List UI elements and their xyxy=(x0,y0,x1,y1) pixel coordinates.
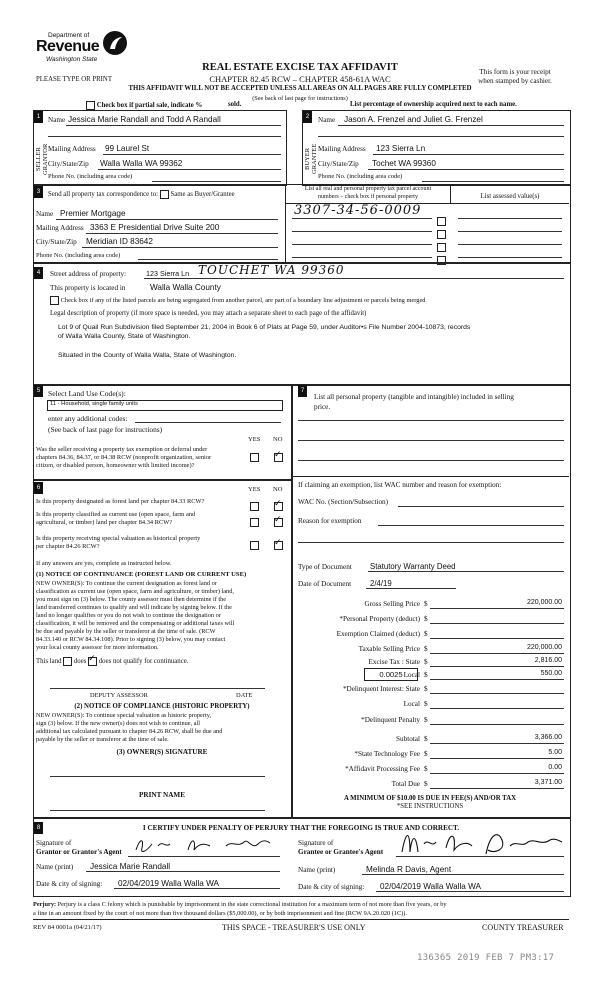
legal-description-line-2: of Walla Walla County, State of Washington. xyxy=(58,333,191,340)
segregated-label: Check box if any of the listed parcels are being segregated from another parcel, are part of a boundary line adjustment or parcels being merged xyxy=(60,296,426,304)
send-correspondence-label: Send all property tax correspondence to: xyxy=(48,191,159,199)
perjury-note xyxy=(33,901,569,909)
sec6-q1-no-checkbox[interactable] xyxy=(274,502,283,511)
doc-date-label: Date of Document xyxy=(298,580,352,588)
seller-name-field[interactable]: Jessica Marie Randall and Todd A Randall xyxy=(68,115,221,124)
sold-label: sold. xyxy=(228,101,242,108)
sec3-city-field[interactable]: Meridian ID 83642 xyxy=(86,237,153,246)
parcel-number-field[interactable]: 3307-34-56-0009 xyxy=(294,203,422,218)
logo xyxy=(36,28,131,70)
wac-label: WAC No. (Section/Subsection) xyxy=(298,498,389,506)
logo-line3: Washington State xyxy=(46,56,98,63)
affidavit-processing-fee-label: *Affidavit Processing Fee xyxy=(345,765,420,773)
perjury-title: Perjury: xyxy=(33,901,57,908)
dollar-sign: $ xyxy=(424,735,428,743)
legal-description-line-1: Lot 9 of Quail Run Subdivision filed September 21, 2004 in Book 6 of Plats at Page 59, under Auditor•s File Number 2004-10873, records xyxy=(58,324,471,331)
continuance-line-7: be due and payable by the seller or transferor at the time of sale. (RCW xyxy=(36,628,216,635)
grantor-date-field[interactable]: 02/04/2019 Walla Walla WA xyxy=(118,879,220,888)
personal-property-list-1: List all personal property (tangible and intangible) included in selling xyxy=(314,393,514,401)
grantee-name-label: Name (print) xyxy=(298,866,336,874)
sec3-name-label: Name xyxy=(36,210,54,218)
section-7-number: 7 xyxy=(298,385,307,397)
seller-phone-label: Phone No. (including area code) xyxy=(48,173,133,180)
subtotal-value[interactable]: 3,366.00 xyxy=(534,734,562,741)
grantee-date-label: Date & city of signing: xyxy=(298,883,365,891)
buyer-mail-label: Mailing Address xyxy=(318,145,366,153)
delinquent-interest-state-label: *Delinquent Interest: State xyxy=(342,685,420,693)
same-as-buyer-label: Same as Buyer/Grantee xyxy=(170,191,235,199)
does-label: does xyxy=(73,658,87,666)
continuance-line-4: land transferred continues to qualify and will indicate by signing below. If the xyxy=(36,604,232,611)
deputy-assessor-label: DEPUTY ASSESSOR xyxy=(90,692,148,699)
qualify-label: qualify for continuance. xyxy=(123,658,189,666)
state-technology-fee-value[interactable]: 5.00 xyxy=(548,749,562,756)
does-checkbox[interactable] xyxy=(63,657,72,666)
segregated-row xyxy=(50,296,426,305)
sec5-q1-line2: chapters 84.36, 84.37, or 84.38 RCW (nonprofit organization, senior xyxy=(36,454,212,461)
receipt-note-1: This form is your receipt xyxy=(479,68,551,76)
grantee-name-field[interactable]: Melinda R Davis, Agent xyxy=(366,865,452,874)
personal-property-list-2: price. xyxy=(314,403,331,411)
certify-statement: I CERTIFY UNDER PENALTY OF PERJURY THAT THE FOREGOING IS TRUE AND CORRECT. xyxy=(142,824,460,832)
seller-city-label: City/State/Zip xyxy=(48,160,89,168)
continuance-line-5: land no longer qualifies or you do not wish to continue the designation or xyxy=(36,612,221,619)
buyer-phone-label: Phone No. (including area code) xyxy=(318,173,403,180)
sec5-no-header: NO xyxy=(273,436,283,443)
parcel-header-1: List all real and personal property tax parcel account xyxy=(304,186,432,192)
sec6-q2-yes-checkbox[interactable] xyxy=(250,518,259,527)
assessed-header: List assessed value(s) xyxy=(480,193,540,200)
sec5-q1-yes-checkbox[interactable] xyxy=(250,453,259,462)
dollar-sign: $ xyxy=(424,750,428,758)
grantee-signature-label-1: Signature of xyxy=(298,839,334,847)
list-percentage-note: List percentage of ownership acquired next to each name. xyxy=(350,101,517,108)
form-warning: THIS AFFIDAVIT WILL NOT BE ACCEPTED UNLESS ALL AREAS ON ALL PAGES ARE FULLY COMPLETED xyxy=(128,85,472,92)
dollar-sign: $ xyxy=(424,765,428,773)
personal-property-label: *Personal Property (deduct) xyxy=(339,615,420,623)
sec6-no-header: NO xyxy=(273,486,283,493)
doc-date-field[interactable]: 2/4/19 xyxy=(370,579,392,588)
buyer-name-field[interactable]: Jason A. Frenzel and Juliet G. Frenzel xyxy=(344,115,483,124)
dollar-sign: $ xyxy=(424,671,428,679)
gross-selling-price-label: Gross Selling Price xyxy=(364,600,420,608)
grantor-signature-label-2: Grantor or Grantor's Agent xyxy=(36,848,122,856)
street-address-handwritten: TOUCHET WA 99360 xyxy=(198,263,345,277)
sec6-q3-no-checkbox[interactable] xyxy=(274,541,283,550)
subtotal-label: Subtotal xyxy=(396,735,420,743)
segregated-checkbox[interactable] xyxy=(50,296,59,305)
deputy-date-label: DATE xyxy=(236,692,253,699)
continuance-line-9: your local county assessor for more information. xyxy=(36,644,159,651)
partial-sale-label: Check box if partial sale, indicate % xyxy=(96,102,203,110)
grantee-signature-label-2: Grantee or Grantee's Agent xyxy=(298,848,384,856)
sec6-q1-yes-checkbox[interactable] xyxy=(250,502,259,511)
excise-tax-state-label: Excise Tax : State xyxy=(368,658,420,666)
sec6-q3-line2: per chapter 84.26 RCW? xyxy=(36,543,100,550)
sec3-mail-label: Mailing Address xyxy=(36,224,84,232)
street-address-label: Street address of property: xyxy=(50,270,127,278)
compliance-line-4: payable by the seller or transferor at the time of sale. xyxy=(36,736,169,743)
does-not-label: does not xyxy=(98,658,122,666)
grantee-date-field[interactable]: 02/04/2019 Walla Walla WA xyxy=(380,882,482,891)
taxable-selling-price-value[interactable]: 220,000.00 xyxy=(526,644,562,651)
perjury-line-1: Perjury is a class C felony which is punishable by imprisonment in the state correctional institution for a maximum term of not more than five years, or by xyxy=(57,901,447,908)
exemption-claim-label: If claiming an exemption, list WAC number and reason for exemption: xyxy=(298,481,502,489)
compliance-line-2: sign (3) below. If the new owner(s) does not wish to continue, all xyxy=(36,720,200,727)
additional-codes-label: enter any additional codes: xyxy=(48,414,128,423)
dollar-sign: $ xyxy=(424,700,428,708)
owner-signature-label: (3) OWNER(S) SIGNATURE xyxy=(116,748,208,756)
continuance-line-2: classification as current use (open space, farm and agriculture, or timber) land, xyxy=(36,588,234,595)
grantor-name-label: Name (print) xyxy=(36,863,74,871)
buyer-mail-field[interactable]: 123 Sierra Ln xyxy=(376,144,426,153)
sec6-q2-line1: Is this property classified as current use (open space, farm and xyxy=(36,511,196,518)
compliance-line-3: additional tax calculated pursuant to chapter 84.26 RCW, shall be due and xyxy=(36,728,223,735)
doc-type-field[interactable]: Statutory Warranty Deed xyxy=(370,562,456,571)
grantor-name-field[interactable]: Jessica Marie Randall xyxy=(90,862,171,871)
sec6-q2-no-checkbox[interactable] xyxy=(274,518,283,527)
select-land-use-label: Select Land Use Code(s): xyxy=(48,389,126,398)
state-technology-fee-label: *State Technology Fee xyxy=(354,750,420,758)
buyer-city-label: City/State/Zip xyxy=(318,160,359,168)
receipt-note-2: when stamped by cashier. xyxy=(478,77,552,85)
revenue-logo-icon xyxy=(102,30,128,56)
doc-type-label: Type of Document xyxy=(298,563,352,571)
dollar-sign: $ xyxy=(424,615,428,623)
continuance-title: (1) NOTICE OF CONTINUANCE (FOREST LAND OR CURRENT USE) xyxy=(36,571,247,578)
section-6-number: 6 xyxy=(34,482,43,494)
section-3-number: 3 xyxy=(34,186,43,198)
perjury-line-2: a fine in an amount fixed by the court of not more than five thousand dollars ($5,000.00), or by both imprisonment and fine (RCW 9A.20.020 (1C)). xyxy=(33,910,407,917)
grantor-signature xyxy=(130,834,280,856)
please-type: PLEASE TYPE OR PRINT xyxy=(36,76,112,83)
sec6-yes-header: YES xyxy=(248,486,261,493)
sec5-yes-header: YES xyxy=(248,436,261,443)
this-land-label: This land xyxy=(36,658,62,666)
treasurer-space-label: THIS SPACE - TREASURER'S USE ONLY xyxy=(222,923,366,932)
sec5-q1-line1: Was the seller receiving a property tax exemption or deferral under xyxy=(36,446,208,453)
section-5-number: 5 xyxy=(34,385,43,397)
dollar-sign: $ xyxy=(424,685,428,693)
grantor-date-label: Date & city of signing: xyxy=(36,880,103,888)
see-instructions-note: *SEE INSTRUCTIONS xyxy=(396,803,464,810)
sec6-q2-line2: agricultural, or timber) land per chapter 84.34 RCW? xyxy=(36,519,173,526)
land-use-value: 11 - Household, single family units xyxy=(50,401,138,407)
see-back-note: (See back of last page for instructions) xyxy=(252,95,348,102)
compliance-title: (2) NOTICE OF COMPLIANCE (HISTORIC PROPERTY) xyxy=(74,703,250,710)
send-correspondence-row xyxy=(48,190,235,199)
grantee-signature xyxy=(398,828,566,858)
partial-sale-row xyxy=(86,101,202,110)
continuance-choice-row xyxy=(36,657,188,666)
compliance-line-1: NEW OWNER(S): To continue special valuation as historic property, xyxy=(36,712,212,719)
sec6-q1: Is this property designated as forest land per chapter 84.33 RCW? xyxy=(36,498,205,505)
partial-sale-checkbox[interactable] xyxy=(86,101,95,110)
sec6-q3-yes-checkbox[interactable] xyxy=(250,541,259,550)
minimum-due-note: A MINIMUM OF $10.00 IS DUE IN FEE(S) AND/OR TAX xyxy=(343,795,517,802)
taxable-selling-price-label: Taxable Selling Price xyxy=(358,645,420,653)
legal-description-label: Legal description of property (if more space is needed, you may attach a separate sheet to each page of the affidavit) xyxy=(50,310,367,317)
buyer-city-field[interactable]: Tochet WA 99360 xyxy=(372,159,436,168)
seller-city-field[interactable]: Walla Walla WA 99362 xyxy=(100,159,183,168)
county-field[interactable]: Walla Walla County xyxy=(150,283,221,292)
total-due-label: Total Due xyxy=(391,780,420,788)
treasurer-stamp: 136365 2019 FEB 7 PM3:17 xyxy=(417,953,555,963)
form-subtitle: CHAPTER 82.45 RCW – CHAPTER 458-61A WAC xyxy=(209,74,391,84)
section-8-number: 8 xyxy=(34,822,43,834)
gross-selling-price-value[interactable]: 220,000.00 xyxy=(526,599,562,606)
continuance-line-3: you must sign on (3) below. The county assessor must then determine if the xyxy=(36,596,227,603)
sec6-q3-line1: Is this property receiving special valuation as historical property xyxy=(36,535,201,542)
dollar-sign: $ xyxy=(424,630,428,638)
section-2-number: 2 xyxy=(303,111,312,123)
revision-number: REV 84 0001a (04/21/17) xyxy=(33,924,102,931)
dollar-sign: $ xyxy=(424,780,428,788)
legal-description-line-3: Situated in the County of Walla Walla, State of Washington. xyxy=(58,352,237,359)
land-use-select[interactable] xyxy=(47,400,283,411)
sec5-q1-no-checkbox[interactable] xyxy=(274,453,283,462)
dollar-sign: $ xyxy=(424,600,428,608)
section-4-number: 4 xyxy=(34,267,43,279)
delinquent-interest-local-label: Local xyxy=(403,700,420,708)
excise-tax-state-value[interactable]: 2,816.00 xyxy=(534,657,562,664)
print-name-label: PRINT NAME xyxy=(139,791,185,799)
logo-line2: Revenue xyxy=(36,38,100,55)
sec5-see-back: (See back of last page for instructions) xyxy=(48,425,163,434)
sec5-q1-line3: citizen, or disabled person, homeowner with limited income)? xyxy=(36,462,195,469)
affidavit-processing-fee-value[interactable]: 0.00 xyxy=(548,764,562,771)
reason-label: Reason for exemption xyxy=(298,517,362,525)
delinquent-penalty-label: *Delinquent Penalty xyxy=(361,716,420,724)
total-due-value[interactable]: 3,371.00 xyxy=(534,779,562,786)
grantor-signature-label-1: Signature of xyxy=(36,839,72,847)
section-1-number: 1 xyxy=(34,111,43,123)
seller-mail-label: Mailing Address xyxy=(48,145,96,153)
continuance-line-1: NEW OWNER(S): To continue the current designation as forest land or xyxy=(36,580,217,587)
sec3-city-label: City/State/Zip xyxy=(36,238,77,246)
excise-tax-local-label: Local xyxy=(403,671,420,679)
does-not-checkbox[interactable] xyxy=(88,657,97,666)
logo-line1: Department of xyxy=(48,32,90,39)
dollar-sign: $ xyxy=(424,658,428,666)
county-treasurer-label: COUNTY TREASURER xyxy=(482,923,564,932)
same-as-buyer-checkbox[interactable] xyxy=(160,190,169,199)
buyer-name-label: Name xyxy=(318,116,336,124)
buyer-side-label: BUYER GRANTEE xyxy=(304,143,318,175)
sec6-if-yes: If any answers are yes, complete as instructed below. xyxy=(36,560,172,567)
seller-side-label: SELLER GRANTOR xyxy=(35,143,49,175)
form-title: REAL ESTATE EXCISE TAX AFFIDAVIT xyxy=(202,62,398,73)
local-rate-value: 0.0025 xyxy=(379,670,403,679)
continuance-line-6: classification, it will be removed and the compensating or additional taxes will xyxy=(36,620,235,627)
dollar-sign: $ xyxy=(424,716,428,724)
seller-mail-field[interactable]: 99 Laurel St xyxy=(105,144,150,153)
located-in-label: This property is located in xyxy=(50,284,126,292)
excise-tax-local-value[interactable]: 550.00 xyxy=(540,670,562,677)
continuance-line-8: 84.33.140 or RCW 84.34.108). Prior to signing (3) below, you may contact xyxy=(36,636,226,643)
sec3-mail-field[interactable]: 3363 E Presidential Drive Suite 200 xyxy=(90,223,220,232)
dollar-sign: $ xyxy=(424,645,428,653)
street-address-field[interactable]: 123 Sierra Ln xyxy=(146,269,190,278)
parcel-header-2: numbers – check box if personal property xyxy=(318,194,418,200)
sec3-name-field[interactable]: Premier Mortgage xyxy=(60,209,126,218)
exemption-claimed-label: Exemption Claimed (deduct) xyxy=(336,630,420,638)
sec3-phone-label: Phone No. (including area code) xyxy=(36,252,121,259)
seller-name-label: Name xyxy=(48,116,66,124)
